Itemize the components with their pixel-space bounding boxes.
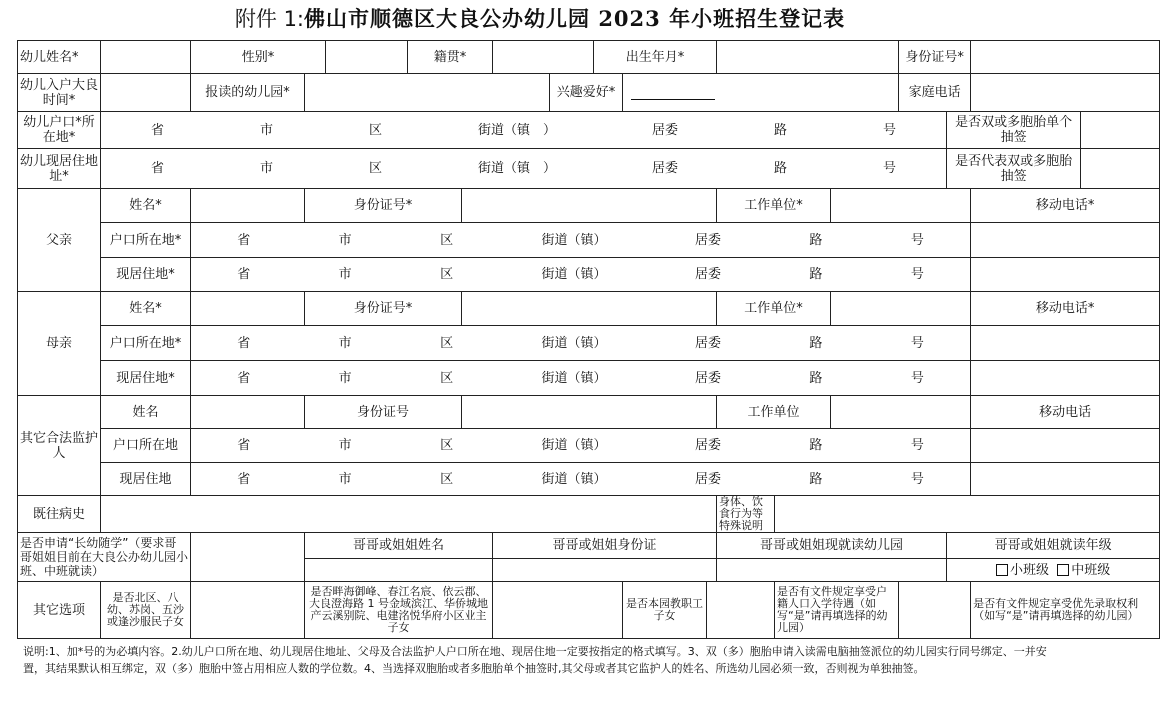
father-extra-field[interactable] <box>971 258 1160 292</box>
option-q3-label: 是否本园教职工子女 <box>623 582 707 639</box>
child-name-field[interactable] <box>101 41 191 74</box>
table-row <box>18 582 1160 639</box>
addr-street: 街道（镇） <box>541 471 607 487</box>
father-name-label: 姓名* <box>101 189 191 223</box>
guardian-id-field[interactable] <box>462 396 717 429</box>
origin-label: 籍贯* <box>408 41 493 74</box>
addr-road: 路 <box>809 438 823 453</box>
table-row <box>18 74 1160 112</box>
small-class-label: 小班级 <box>1009 562 1049 578</box>
hukou-addr-label: 幼儿户口*所在地* <box>18 112 101 149</box>
table-row <box>18 258 1160 292</box>
addr-street: 街道（镇） <box>541 335 607 351</box>
addr-province: 省 <box>237 438 251 453</box>
father-name-field[interactable] <box>191 189 305 223</box>
addr-street: 街道（镇） <box>541 267 607 282</box>
addr-province: 省 <box>237 267 251 282</box>
res-addr-label: 幼儿现居住地址* <box>18 149 101 189</box>
twin-rep-field[interactable] <box>1081 149 1160 189</box>
father-res-field[interactable] <box>191 258 971 292</box>
addr-street: 街道（镇） <box>541 232 607 248</box>
option-q1-label: 是否北区、八幼、苏岗、五沙或逢沙服民子女 <box>101 582 191 639</box>
title-main: 佛山市顺德区大良公办幼儿园 2023 年小班招生登记表 <box>304 6 846 31</box>
title-prefix: 附件 1: <box>234 7 305 31</box>
addr-district: 区 <box>440 232 454 248</box>
option-q4-label: 是否有文件规定享受户籍人口入学待遇（如写“是”请再填选择的幼儿园） <box>775 582 899 639</box>
guardian-name-field[interactable] <box>191 396 305 429</box>
school-field[interactable] <box>305 74 550 112</box>
addr-number: 号 <box>910 438 924 453</box>
father-hukou-label: 户口所在地* <box>101 223 191 258</box>
hobby-label: 兴趣爱好* <box>550 74 623 112</box>
addr-committee: 居委 <box>694 267 721 282</box>
entry-time-label: 幼儿入户大良时间* <box>18 74 101 112</box>
guardian-res-field[interactable] <box>191 463 971 496</box>
addr-street: 街道（镇 ） <box>477 122 556 138</box>
addr-number: 号 <box>882 122 896 138</box>
mother-res-label: 现居住地* <box>101 361 191 396</box>
footnote: 说明:1、加*号的为必填内容。2.幼儿户口所在地、幼儿现居住地址、父母及合法监护人户口所在地、现居住地一定要按指定的格式填写。3、双（多）胞胎申请入读需电脑抽签派位的幼儿园实行同号绑定、一并安置，其结果默认相互绑定，双（多）胞胎中签占用相应人数的学位数。4、当选择双胞胎或者多胞胎单个抽签时,其父母或者其它监护人的姓名、所选幼儿园必须一致，否则视为单独抽签。 <box>23 645 1047 675</box>
options-label: 其它选项 <box>18 582 101 639</box>
addr-road: 路 <box>809 471 823 487</box>
addr-road: 路 <box>809 370 823 386</box>
addr-road: 路 <box>809 232 823 248</box>
mother-work-field[interactable] <box>831 292 971 326</box>
guardian-extra-field[interactable] <box>971 463 1160 496</box>
birth-label: 出生年月* <box>594 41 717 74</box>
mother-hukou-field[interactable] <box>191 326 971 361</box>
addr-province: 省 <box>237 232 251 248</box>
option-q2-field[interactable] <box>493 582 623 639</box>
guardian-work-field[interactable] <box>831 396 971 429</box>
addr-road: 路 <box>809 335 823 351</box>
entry-time-field[interactable] <box>101 74 191 112</box>
addr-district: 区 <box>440 471 454 487</box>
addr-road: 路 <box>809 267 823 282</box>
sibling-grade-field <box>947 559 1160 582</box>
sibling-id-label: 哥哥或姐姐身份证 <box>493 533 717 559</box>
table-row <box>18 463 1160 496</box>
page-title <box>0 4 1080 34</box>
addr-committee: 居委 <box>651 161 678 176</box>
addr-number: 号 <box>910 232 924 248</box>
hukou-addr-field[interactable] <box>101 112 947 149</box>
father-mobile-field[interactable] <box>971 223 1160 258</box>
special-label: 身体、饮食行为等特殊说明 <box>717 496 775 533</box>
addr-number: 号 <box>910 335 924 351</box>
addr-number: 号 <box>910 471 924 487</box>
addr-city: 市 <box>338 232 352 248</box>
guardian-id-label: 身份证号 <box>305 396 462 429</box>
table-row <box>18 41 1160 74</box>
guardian-hukou-field[interactable] <box>191 429 971 463</box>
addr-district: 区 <box>368 122 382 138</box>
phone-label: 家庭电话 <box>899 74 971 112</box>
addr-city: 市 <box>338 438 352 453</box>
middle-class-checkbox[interactable] <box>1057 564 1069 576</box>
option-q3-field[interactable] <box>707 582 775 639</box>
table-row <box>18 292 1160 326</box>
option-q2-label: 是否畔海御峰、春江名宸、依云郡、大良澄海路 1 号金域滨江、华侨城地产云溪别院、电建洺悦华府小区业主子女 <box>305 582 493 639</box>
sibling-name-field[interactable] <box>305 559 493 582</box>
mother-name-field[interactable] <box>191 292 305 326</box>
guardian-res-label: 现居住地 <box>101 463 191 496</box>
father-label: 父亲 <box>18 189 101 292</box>
phone-field[interactable] <box>971 74 1160 112</box>
mother-label: 母亲 <box>18 292 101 396</box>
addr-city: 市 <box>338 370 352 386</box>
addr-province: 省 <box>237 370 251 386</box>
father-id-field[interactable] <box>462 189 717 223</box>
father-mobile-label: 移动电话* <box>971 189 1160 223</box>
mother-mobile-field[interactable] <box>971 326 1160 361</box>
addr-city: 市 <box>338 335 352 351</box>
res-addr-field[interactable] <box>101 149 947 189</box>
father-work-field[interactable] <box>831 189 971 223</box>
middle-class-label: 中班级 <box>1071 562 1111 578</box>
addr-province: 省 <box>237 471 251 487</box>
gender-field[interactable] <box>326 41 408 74</box>
twin-single-label: 是否双或多胞胎单个抽签 <box>947 112 1081 149</box>
addr-committee: 居委 <box>694 438 721 453</box>
guardian-mobile-label: 移动电话 <box>971 396 1160 429</box>
origin-field[interactable] <box>493 41 594 74</box>
child-name-label: 幼儿姓名* <box>18 41 101 74</box>
mother-extra-field[interactable] <box>971 361 1160 396</box>
addr-district: 区 <box>440 267 454 282</box>
table-row <box>18 223 1160 258</box>
addr-committee: 居委 <box>694 232 721 248</box>
mother-res-field[interactable] <box>191 361 971 396</box>
addr-city: 市 <box>338 471 352 487</box>
table-row <box>18 533 1160 559</box>
gender-label: 性别* <box>191 41 326 74</box>
history-field[interactable] <box>101 496 717 533</box>
addr-street: 街道（镇） <box>541 438 607 453</box>
option-q5-label: 是否有文件规定享受优先录取权利（如写“是”请再填选择的幼儿园） <box>971 582 1160 639</box>
addr-city: 市 <box>338 267 352 282</box>
history-label: 既往病史 <box>18 496 101 533</box>
addr-number: 号 <box>910 267 924 282</box>
father-work-label: 工作单位* <box>717 189 831 223</box>
guardian-label: 其它合法监护人 <box>18 396 101 496</box>
twin-single-field[interactable] <box>1081 112 1160 149</box>
option-q1-field[interactable] <box>191 582 305 639</box>
school-label: 报读的幼儿园* <box>191 74 305 112</box>
child-id-label: 身份证号* <box>899 41 971 74</box>
sibling-apply-label: 是否申请“长幼随学”（要求哥哥姐姐目前在大良公办幼儿园小班、中班就读） <box>18 533 191 582</box>
mother-name-label: 姓名* <box>101 292 191 326</box>
sibling-school-label: 哥哥或姐姐现就读幼儿园 <box>717 533 947 559</box>
table-row <box>18 149 1160 189</box>
twin-rep-label: 是否代表双或多胞胎抽签 <box>947 149 1081 189</box>
registration-table <box>17 40 1160 639</box>
table-row <box>18 361 1160 396</box>
table-row <box>18 396 1160 429</box>
addr-road: 路 <box>773 161 787 176</box>
sibling-name-label: 哥哥或姐姐姓名 <box>305 533 493 559</box>
table-row <box>18 326 1160 361</box>
addr-committee: 居委 <box>694 335 721 351</box>
small-class-checkbox[interactable] <box>996 564 1008 576</box>
addr-street: 街道（镇） <box>541 370 607 386</box>
addr-province: 省 <box>150 161 164 176</box>
father-res-label: 现居住地* <box>101 258 191 292</box>
addr-district: 区 <box>440 438 454 453</box>
special-field[interactable] <box>775 496 1160 533</box>
sibling-school-field[interactable] <box>717 559 947 582</box>
table-row <box>18 496 1160 533</box>
father-hukou-field[interactable] <box>191 223 971 258</box>
hobby-field[interactable] <box>623 74 899 112</box>
addr-number: 号 <box>910 370 924 386</box>
addr-road: 路 <box>773 122 787 138</box>
addr-district: 区 <box>440 335 454 351</box>
guardian-hukou-label: 户口所在地 <box>101 429 191 463</box>
mother-id-field[interactable] <box>462 292 717 326</box>
option-q4-field[interactable] <box>899 582 971 639</box>
addr-committee: 居委 <box>651 122 678 138</box>
addr-district: 区 <box>440 370 454 386</box>
addr-committee: 居委 <box>694 471 721 487</box>
addr-street: 街道（镇 ） <box>477 161 556 176</box>
hobby-underline <box>631 85 715 100</box>
addr-number: 号 <box>882 161 896 176</box>
sibling-apply-field[interactable] <box>191 533 305 582</box>
addr-province: 省 <box>150 122 164 138</box>
table-row <box>18 112 1160 149</box>
addr-committee: 居委 <box>694 370 721 386</box>
mother-work-label: 工作单位* <box>717 292 831 326</box>
mother-hukou-label: 户口所在地* <box>101 326 191 361</box>
addr-city: 市 <box>259 122 273 138</box>
mother-mobile-label: 移动电话* <box>971 292 1160 326</box>
child-id-field[interactable] <box>971 41 1160 74</box>
table-row <box>18 429 1160 463</box>
sibling-grade-label: 哥哥或姐姐就读年级 <box>947 533 1160 559</box>
addr-city: 市 <box>259 161 273 176</box>
table-row <box>18 189 1160 223</box>
guardian-work-label: 工作单位 <box>717 396 831 429</box>
sibling-id-field[interactable] <box>493 559 717 582</box>
guardian-mobile-field[interactable] <box>971 429 1160 463</box>
guardian-name-label: 姓名 <box>101 396 191 429</box>
mother-id-label: 身份证号* <box>305 292 462 326</box>
father-id-label: 身份证号* <box>305 189 462 223</box>
birth-field[interactable] <box>717 41 899 74</box>
addr-district: 区 <box>368 161 382 176</box>
addr-province: 省 <box>237 335 251 351</box>
